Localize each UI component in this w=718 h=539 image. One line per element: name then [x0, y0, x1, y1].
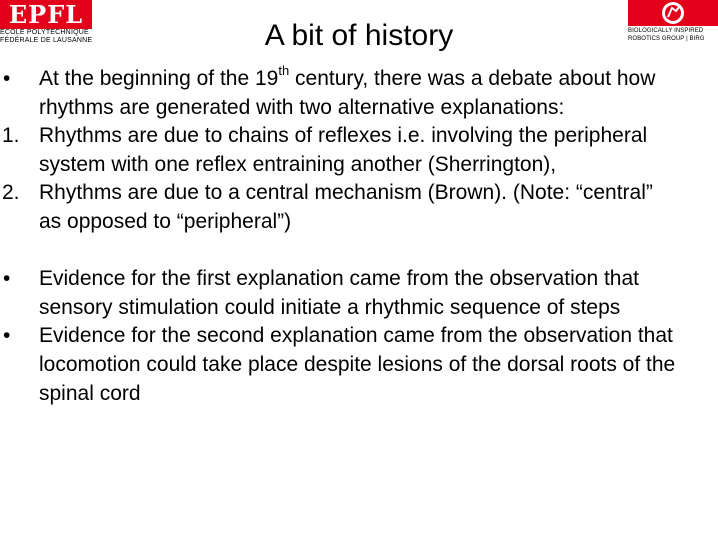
item-text: Rhythms are due to chains of reflexes i.e. involving the peripheral system with one reflex entraining another (Sherrington), — [39, 124, 648, 176]
epfl-logo-subtitle-1: ÉCOLE POLYTECHNIQUE — [0, 29, 89, 36]
item-text: Rhythms are due to a central mechanism (Brown). (Note: “central” as opposed to “peripheral”) — [39, 181, 653, 233]
bullet-text: Evidence for the second explanation came from the observation that locomotion could take place despite lesions of the dorsal roots of the spinal cord — [39, 324, 676, 405]
biorob-logo-subtitle-1: BIOLOGICALLY INSPIRED — [628, 28, 704, 34]
bullet-evidence-first — [0, 265, 679, 322]
slide-body — [0, 65, 718, 408]
bullet-debate — [0, 65, 679, 122]
slide-title: A bit of history — [264, 19, 454, 52]
numbered-item-reflexes — [0, 122, 679, 179]
numbered-item-central — [0, 179, 679, 236]
biorob-logo-subtitle-2: ROBOTICS GROUP | BIRG — [628, 36, 705, 42]
number-marker: 2. — [2, 181, 20, 205]
bullet-marker: • — [3, 67, 11, 90]
epfl-logo-subtitle-2: FÉDÉRALE DE LAUSANNE — [0, 37, 93, 44]
epfl-logo-mark: EPFL — [0, 0, 92, 29]
bullet-marker: • — [3, 324, 11, 348]
number-marker: 1. — [2, 124, 20, 148]
bullet-text-pre: At the beginning of the 19 — [39, 67, 279, 90]
bullet-text: Evidence for the first explanation came from the observation that sensory stimulation could initiate a rhythmic sequence of steps — [39, 267, 639, 319]
spacer — [0, 237, 718, 266]
bullet-marker: • — [3, 267, 11, 291]
bullet-evidence-second — [0, 322, 679, 408]
bullet-text-post: century, there was a debate about how rhythms are generated with two alternative explanations: — [39, 67, 656, 119]
bullet-text-sup: th — [278, 63, 290, 78]
